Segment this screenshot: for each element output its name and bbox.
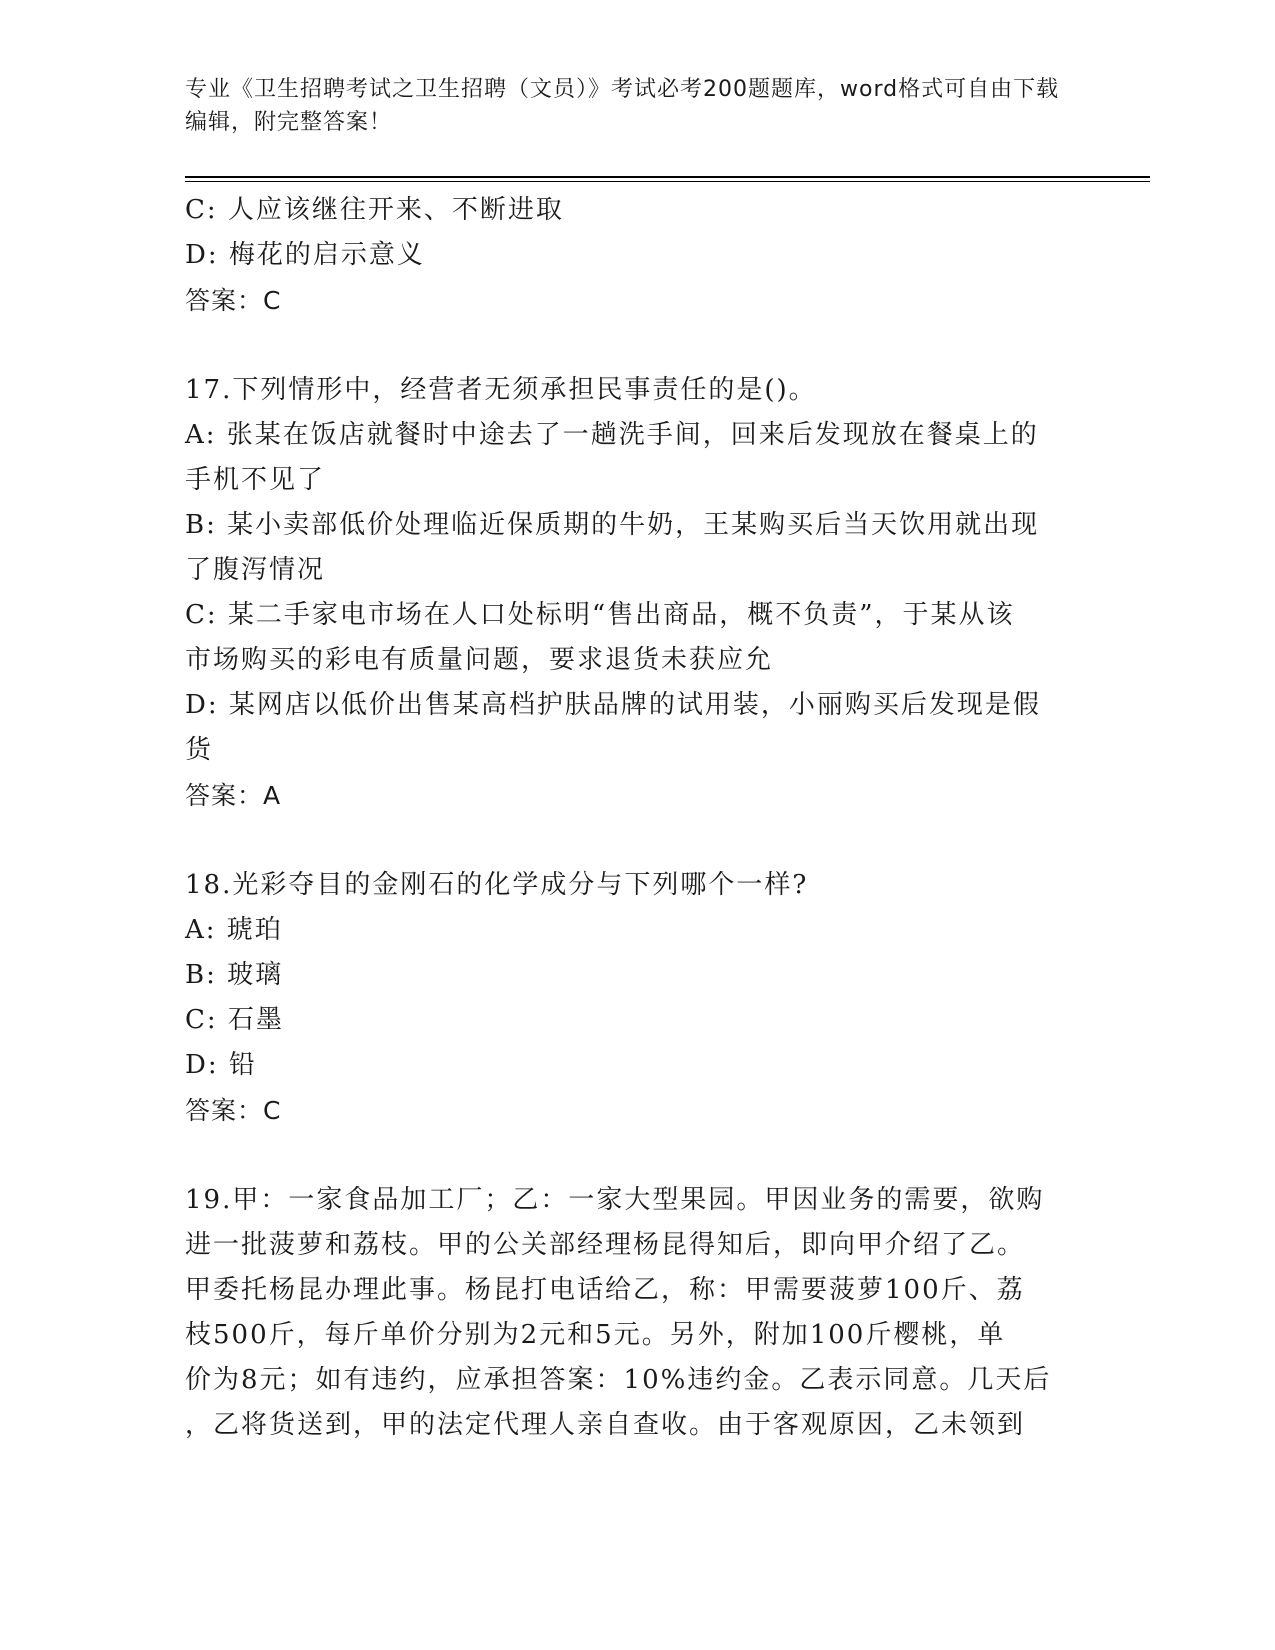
header-rule-thin — [185, 181, 1150, 182]
option-d: D: 铅 — [185, 1050, 257, 1080]
answer: 答案：C — [185, 1096, 282, 1125]
question-18 — [185, 863, 1070, 1133]
option-b: B: 玻璃 — [185, 960, 284, 990]
question-text-line: 甲委托杨昆办理此事。杨昆打电话给乙，称：甲需要菠萝100斤、荔 — [185, 1275, 1025, 1305]
option-a-cont: 手机不见了 — [185, 465, 326, 495]
question-17 — [185, 368, 1070, 818]
question-19 — [185, 1178, 1070, 1448]
question-text: 17.下列情形中，经营者无须承担民事责任的是()。 — [185, 375, 817, 405]
question-text-line: 19.甲：一家食品加工厂；乙：一家大型果园。甲因业务的需要，欲购 — [185, 1185, 1045, 1215]
document-body — [185, 188, 1070, 1448]
option-d: D: 某网店以低价出售某高档护肤品牌的试用装，小丽购买后发现是假 — [185, 690, 1041, 720]
question-16-remainder — [185, 188, 1070, 323]
answer: 答案：A — [185, 781, 282, 810]
option-b-cont: 了腹泻情况 — [185, 555, 326, 585]
question-text: 18.光彩夺目的金刚石的化学成分与下列哪个一样? — [185, 870, 809, 900]
option-c: C: 石墨 — [185, 1005, 284, 1035]
option-c-cont: 市场购买的彩电有质量问题，要求退货未获应允 — [185, 645, 774, 675]
answer: 答案：C — [185, 286, 282, 315]
question-text-line: 进一批菠萝和荔枝。甲的公关部经理杨昆得知后，即向甲介绍了乙。 — [185, 1230, 1026, 1260]
option-d-cont: 货 — [185, 735, 214, 765]
option-a: A: 琥珀 — [185, 915, 283, 945]
document-header — [185, 73, 1065, 139]
option-c: C: 某二手家电市场在人口处标明“售出商品，概不负责”，于某从该 — [185, 600, 1015, 630]
option-d: D: 梅花的启示意义 — [185, 240, 425, 270]
header-rule-thick — [185, 176, 1150, 178]
question-text-line: 枝500斤，每斤单价分别为2元和5元。另外，附加100斤樱桃，单 — [185, 1320, 1006, 1350]
header-text: 专业《卫生招聘考试之卫生招聘（文员）》考试必考200题题库，word格式可自由下载编辑，附完整答案！ — [185, 77, 1060, 135]
option-c: C: 人应该继往开来、不断进取 — [185, 195, 564, 225]
option-a: A: 张某在饭店就餐时中途去了一趟洗手间，回来后发现放在餐桌上的 — [185, 420, 1039, 450]
question-text-line: ，乙将货送到，甲的法定代理人亲自查收。由于客观原因，乙未领到 — [185, 1410, 1026, 1440]
option-b: B: 某小卖部低价处理临近保质期的牛奶，王某购买后当天饮用就出现 — [185, 510, 1040, 540]
question-text-line: 价为8元；如有违约，应承担答案：10%违约金。乙表示同意。几天后 — [185, 1365, 1052, 1395]
